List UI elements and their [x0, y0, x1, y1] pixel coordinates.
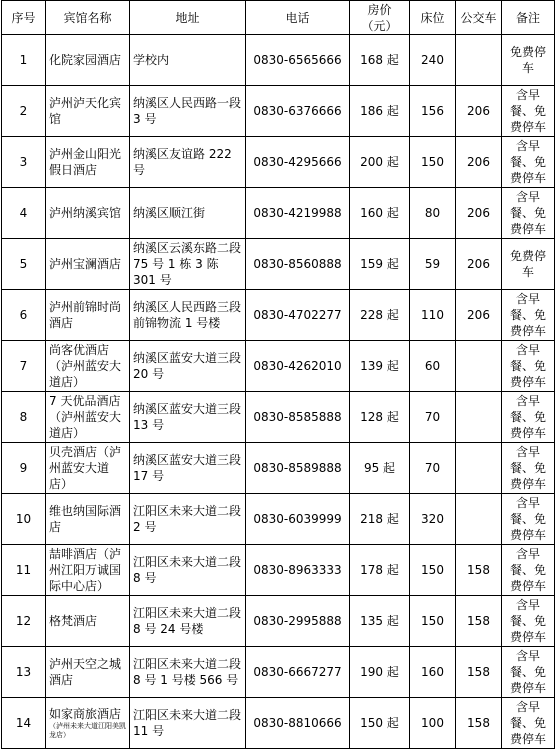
cell-no-text: 14: [15, 716, 32, 730]
cell-hotel-name: [46, 596, 130, 647]
cell-phone: [246, 647, 350, 698]
cell-address-text: 纳溪区云溪东路二段 75 号 1 栋 3 陈 301 号: [133, 241, 242, 287]
cell-hotel-name: [46, 86, 130, 137]
cell-address: [130, 188, 246, 239]
header-row: [2, 1, 555, 35]
cell-hotel-name-text: 泸州宝澜酒店: [49, 257, 122, 271]
cell-beds: [410, 443, 456, 494]
cell-bus: [456, 698, 502, 749]
cell-phone: [246, 341, 350, 392]
cell-price: [350, 86, 410, 137]
cell-price: [350, 188, 410, 239]
cell-beds-text: 60: [424, 359, 441, 373]
cell-no: [2, 188, 46, 239]
cell-bus-text: 158: [467, 665, 490, 679]
cell-beds-text: 150: [421, 155, 444, 169]
cell-bus: [456, 290, 502, 341]
cell-phone: [246, 239, 350, 290]
cell-note-text: 含早餐、免费停车: [509, 496, 546, 542]
cell-address: [130, 239, 246, 290]
cell-phone-text: 0830-8963333: [253, 563, 342, 577]
cell-phone-text: 0830-4219988: [253, 206, 342, 220]
cell-note: [502, 392, 555, 443]
cell-beds: [410, 545, 456, 596]
cell-address-text: 学校内: [133, 53, 170, 67]
cell-no: [2, 239, 46, 290]
cell-phone-text: 0830-8585888: [253, 410, 342, 424]
cell-beds: [410, 239, 456, 290]
header-phone: 电话: [246, 1, 350, 35]
cell-price: [350, 698, 410, 749]
cell-price: [350, 596, 410, 647]
cell-beds-text: 150: [421, 563, 444, 577]
cell-address-text: 纳溪区人民西路三段前锦物流 1 号楼: [133, 300, 242, 330]
cell-phone: [246, 137, 350, 188]
table-row: [2, 137, 555, 188]
cell-no-text: 12: [15, 614, 32, 628]
cell-phone-text: 0830-2995888: [253, 614, 342, 628]
cell-phone-text: 0830-6039999: [253, 512, 342, 526]
cell-hotel-name: [46, 443, 130, 494]
cell-address: [130, 341, 246, 392]
cell-no: [2, 137, 46, 188]
cell-note-text: 含早餐、免费停车: [509, 598, 546, 644]
hotel-table: [1, 0, 555, 749]
cell-hotel-name: [46, 341, 130, 392]
cell-hotel-name-text: 泸州金山阳光假日酒店: [49, 147, 122, 177]
cell-address-text: 纳溪区人民西路一段 3 号: [133, 96, 242, 126]
cell-phone-text: 0830-8560888: [253, 257, 342, 271]
cell-address-text: 纳溪区友谊路 222 号: [133, 147, 232, 177]
cell-phone-text: 0830-6565666: [253, 53, 342, 67]
cell-address: [130, 443, 246, 494]
cell-price: [350, 290, 410, 341]
cell-price-text: 168 起: [360, 53, 399, 67]
cell-no: [2, 494, 46, 545]
cell-no: [2, 86, 46, 137]
cell-price: [350, 35, 410, 86]
cell-price-text: 200 起: [360, 155, 399, 169]
table-row: [2, 494, 555, 545]
cell-no-text: 9: [19, 461, 28, 475]
cell-phone: [246, 290, 350, 341]
cell-no: [2, 596, 46, 647]
table-row: [2, 239, 555, 290]
cell-price: [350, 137, 410, 188]
cell-address: [130, 35, 246, 86]
cell-beds-text: 150: [421, 614, 444, 628]
cell-no-text: 1: [19, 53, 28, 67]
cell-bus: [456, 188, 502, 239]
cell-price-text: 190 起: [360, 665, 399, 679]
table-row: [2, 86, 555, 137]
cell-bus-text: 206: [467, 155, 490, 169]
cell-no-text: 6: [19, 308, 28, 322]
cell-no-text: 5: [19, 257, 28, 271]
cell-price-text: 95 起: [363, 461, 396, 475]
cell-note: [502, 35, 555, 86]
cell-beds: [410, 494, 456, 545]
cell-hotel-name: [46, 137, 130, 188]
cell-address: [130, 392, 246, 443]
cell-note-text: 含早餐、免费停车: [509, 292, 546, 338]
cell-bus: [456, 494, 502, 545]
cell-note-text: 含早餐、免费停车: [509, 343, 546, 389]
cell-note-text: 含早餐、免费停车: [509, 700, 546, 746]
cell-beds-text: 70: [424, 461, 441, 475]
cell-address-text: 江阳区未来大道二段 8 号: [133, 555, 242, 585]
cell-no: [2, 341, 46, 392]
cell-address-text: 江阳区未来大道二段 8 号 1 号楼 566 号: [133, 657, 242, 687]
cell-phone: [246, 392, 350, 443]
cell-bus-text: 158: [467, 716, 490, 730]
cell-bus: [456, 545, 502, 596]
cell-address: [130, 86, 246, 137]
cell-price: [350, 494, 410, 545]
cell-price: [350, 647, 410, 698]
cell-phone-text: 0830-8810666: [253, 716, 342, 730]
cell-address-text: 江阳区未来大道二段 11 号: [133, 708, 242, 738]
cell-price-text: 139 起: [360, 359, 399, 373]
cell-note-text: 含早餐、免费停车: [509, 88, 546, 134]
cell-beds: [410, 596, 456, 647]
cell-address-text: 纳溪区蓝安大道三段 20 号: [133, 351, 242, 381]
cell-note: [502, 290, 555, 341]
cell-hotel-name-text: 泸州天空之城酒店: [49, 657, 122, 687]
cell-bus: [456, 239, 502, 290]
cell-hotel-name-text: 贝壳酒店（泸州蓝安大道店）: [49, 445, 122, 491]
cell-hotel-name-text: 化院家园酒店: [49, 53, 122, 67]
cell-note-text: 免费停车: [509, 249, 546, 279]
cell-address: [130, 596, 246, 647]
header-note: 备注: [502, 1, 555, 35]
cell-beds-text: 156: [421, 104, 444, 118]
cell-beds: [410, 392, 456, 443]
header-price: 房价（元）: [350, 1, 410, 35]
cell-note: [502, 443, 555, 494]
header-beds: 床位: [410, 1, 456, 35]
cell-bus-text: 206: [467, 104, 490, 118]
cell-price: [350, 545, 410, 596]
cell-bus: [456, 341, 502, 392]
cell-beds-text: 160: [421, 665, 444, 679]
cell-phone: [246, 494, 350, 545]
cell-phone: [246, 188, 350, 239]
cell-bus: [456, 443, 502, 494]
cell-note: [502, 137, 555, 188]
cell-price-text: 150 起: [360, 716, 399, 730]
header-no: 序号: [2, 1, 46, 35]
cell-beds: [410, 341, 456, 392]
cell-price: [350, 341, 410, 392]
cell-address-text: 纳溪区蓝安大道三段 17 号: [133, 453, 242, 483]
cell-phone-text: 0830-4702277: [253, 308, 342, 322]
cell-price: [350, 392, 410, 443]
cell-beds: [410, 188, 456, 239]
cell-bus: [456, 392, 502, 443]
cell-hotel-name-text: 7 天优品酒店（泸州蓝安大道店）: [49, 394, 122, 440]
cell-note: [502, 698, 555, 749]
cell-bus: [456, 137, 502, 188]
header-name: 宾馆名称: [46, 1, 130, 35]
cell-hotel-name-text: 泸州泸天化宾馆: [49, 96, 122, 126]
cell-bus-text: 158: [467, 614, 490, 628]
cell-no-text: 4: [19, 206, 28, 220]
cell-beds: [410, 290, 456, 341]
cell-note: [502, 86, 555, 137]
cell-note: [502, 341, 555, 392]
cell-no: [2, 443, 46, 494]
cell-note: [502, 545, 555, 596]
cell-note: [502, 239, 555, 290]
cell-phone-text: 0830-6667277: [253, 665, 342, 679]
cell-hotel-name: [46, 239, 130, 290]
cell-phone: [246, 443, 350, 494]
cell-hotel-name-text: 泸州前锦时尚酒店: [49, 300, 122, 330]
cell-hotel-name: [46, 494, 130, 545]
table-row: [2, 188, 555, 239]
cell-address: [130, 698, 246, 749]
cell-no: [2, 35, 46, 86]
cell-note-text: 含早餐、免费停车: [509, 445, 546, 491]
cell-address: [130, 494, 246, 545]
cell-phone: [246, 35, 350, 86]
cell-address-text: 纳溪区蓝安大道三段 13 号: [133, 402, 242, 432]
cell-hotel-name-text: 维也纳国际酒店: [49, 504, 122, 534]
cell-phone: [246, 86, 350, 137]
cell-note: [502, 596, 555, 647]
cell-hotel-name: [46, 698, 130, 749]
cell-hotel-name-text: 格梵酒店: [49, 614, 98, 628]
cell-bus-text: 206: [467, 257, 490, 271]
cell-bus-text: 158: [467, 563, 490, 577]
cell-beds-text: 70: [424, 410, 441, 424]
cell-phone: [246, 698, 350, 749]
cell-address: [130, 137, 246, 188]
cell-price-text: 159 起: [360, 257, 399, 271]
table-row: [2, 341, 555, 392]
cell-hotel-name-sub: （泸州未来大道江阳美凯龙店）: [49, 721, 126, 739]
cell-phone-text: 0830-4295666: [253, 155, 342, 169]
cell-hotel-name-text: 如家商旅酒店: [49, 706, 122, 721]
cell-no: [2, 545, 46, 596]
table-row: [2, 392, 555, 443]
cell-address: [130, 290, 246, 341]
table-row: [2, 596, 555, 647]
cell-phone-text: 0830-6376666: [253, 104, 342, 118]
cell-note-text: 含早餐、免费停车: [509, 547, 546, 593]
cell-no-text: 3: [19, 155, 28, 169]
cell-phone: [246, 545, 350, 596]
cell-price-text: 128 起: [360, 410, 399, 424]
cell-address-text: 江阳区未来大道二段 2 号: [133, 504, 242, 534]
cell-beds-text: 59: [424, 257, 441, 271]
cell-no-text: 11: [15, 563, 32, 577]
cell-address: [130, 545, 246, 596]
cell-no: [2, 290, 46, 341]
cell-bus-text: 206: [467, 206, 490, 220]
cell-beds: [410, 86, 456, 137]
cell-no-text: 10: [15, 512, 32, 526]
cell-no: [2, 647, 46, 698]
cell-beds: [410, 647, 456, 698]
cell-price: [350, 239, 410, 290]
cell-hotel-name: [46, 392, 130, 443]
cell-hotel-name: [46, 290, 130, 341]
cell-beds: [410, 35, 456, 86]
cell-no-text: 2: [19, 104, 28, 118]
cell-beds: [410, 137, 456, 188]
table-row: [2, 647, 555, 698]
cell-price-text: 135 起: [360, 614, 399, 628]
cell-address-text: 江阳区未来大道二段 8 号 24 号楼: [133, 606, 242, 636]
cell-price-text: 178 起: [360, 563, 399, 577]
table-row: [2, 290, 555, 341]
cell-price: [350, 443, 410, 494]
cell-beds-text: 110: [421, 308, 444, 322]
cell-hotel-name-text: 喆啡酒店（泸州江阳万诚国际中心店）: [49, 547, 122, 593]
cell-beds-text: 100: [421, 716, 444, 730]
cell-price-text: 160 起: [360, 206, 399, 220]
header-bus: 公交车: [456, 1, 502, 35]
cell-phone-text: 0830-8589888: [253, 461, 342, 475]
cell-note-text: 含早餐、免费停车: [509, 139, 546, 185]
cell-bus: [456, 86, 502, 137]
cell-no: [2, 698, 46, 749]
cell-phone: [246, 596, 350, 647]
cell-beds-text: 320: [421, 512, 444, 526]
cell-address: [130, 647, 246, 698]
cell-note-text: 免费停车: [509, 45, 546, 75]
cell-beds-text: 240: [421, 53, 444, 67]
cell-note-text: 含早餐、免费停车: [509, 394, 546, 440]
cell-no-text: 13: [15, 665, 32, 679]
cell-hotel-name: [46, 647, 130, 698]
cell-note: [502, 647, 555, 698]
cell-address-text: 纳溪区顺江街: [133, 206, 206, 220]
cell-hotel-name-text: 尚客优酒店（泸州蓝安大道店）: [49, 343, 122, 389]
cell-beds: [410, 698, 456, 749]
cell-hotel-name-text: 泸州纳溪宾馆: [49, 206, 122, 220]
cell-hotel-name: [46, 188, 130, 239]
cell-note-text: 含早餐、免费停车: [509, 190, 546, 236]
cell-bus-text: 206: [467, 308, 490, 322]
cell-price-text: 228 起: [360, 308, 399, 322]
cell-no-text: 7: [19, 359, 28, 373]
cell-note: [502, 188, 555, 239]
cell-price-text: 218 起: [360, 512, 399, 526]
table-row: [2, 443, 555, 494]
cell-price-text: 186 起: [360, 104, 399, 118]
header-address: 地址: [130, 1, 246, 35]
cell-note-text: 含早餐、免费停车: [509, 649, 546, 695]
table-row: [2, 35, 555, 86]
cell-hotel-name: [46, 545, 130, 596]
cell-bus: [456, 35, 502, 86]
cell-no: [2, 392, 46, 443]
cell-bus: [456, 596, 502, 647]
cell-bus: [456, 647, 502, 698]
cell-no-text: 8: [19, 410, 28, 424]
cell-beds-text: 80: [424, 206, 441, 220]
cell-phone-text: 0830-4262010: [253, 359, 342, 373]
cell-hotel-name: [46, 35, 130, 86]
table-row: [2, 545, 555, 596]
cell-note: [502, 494, 555, 545]
table-row: [2, 698, 555, 749]
